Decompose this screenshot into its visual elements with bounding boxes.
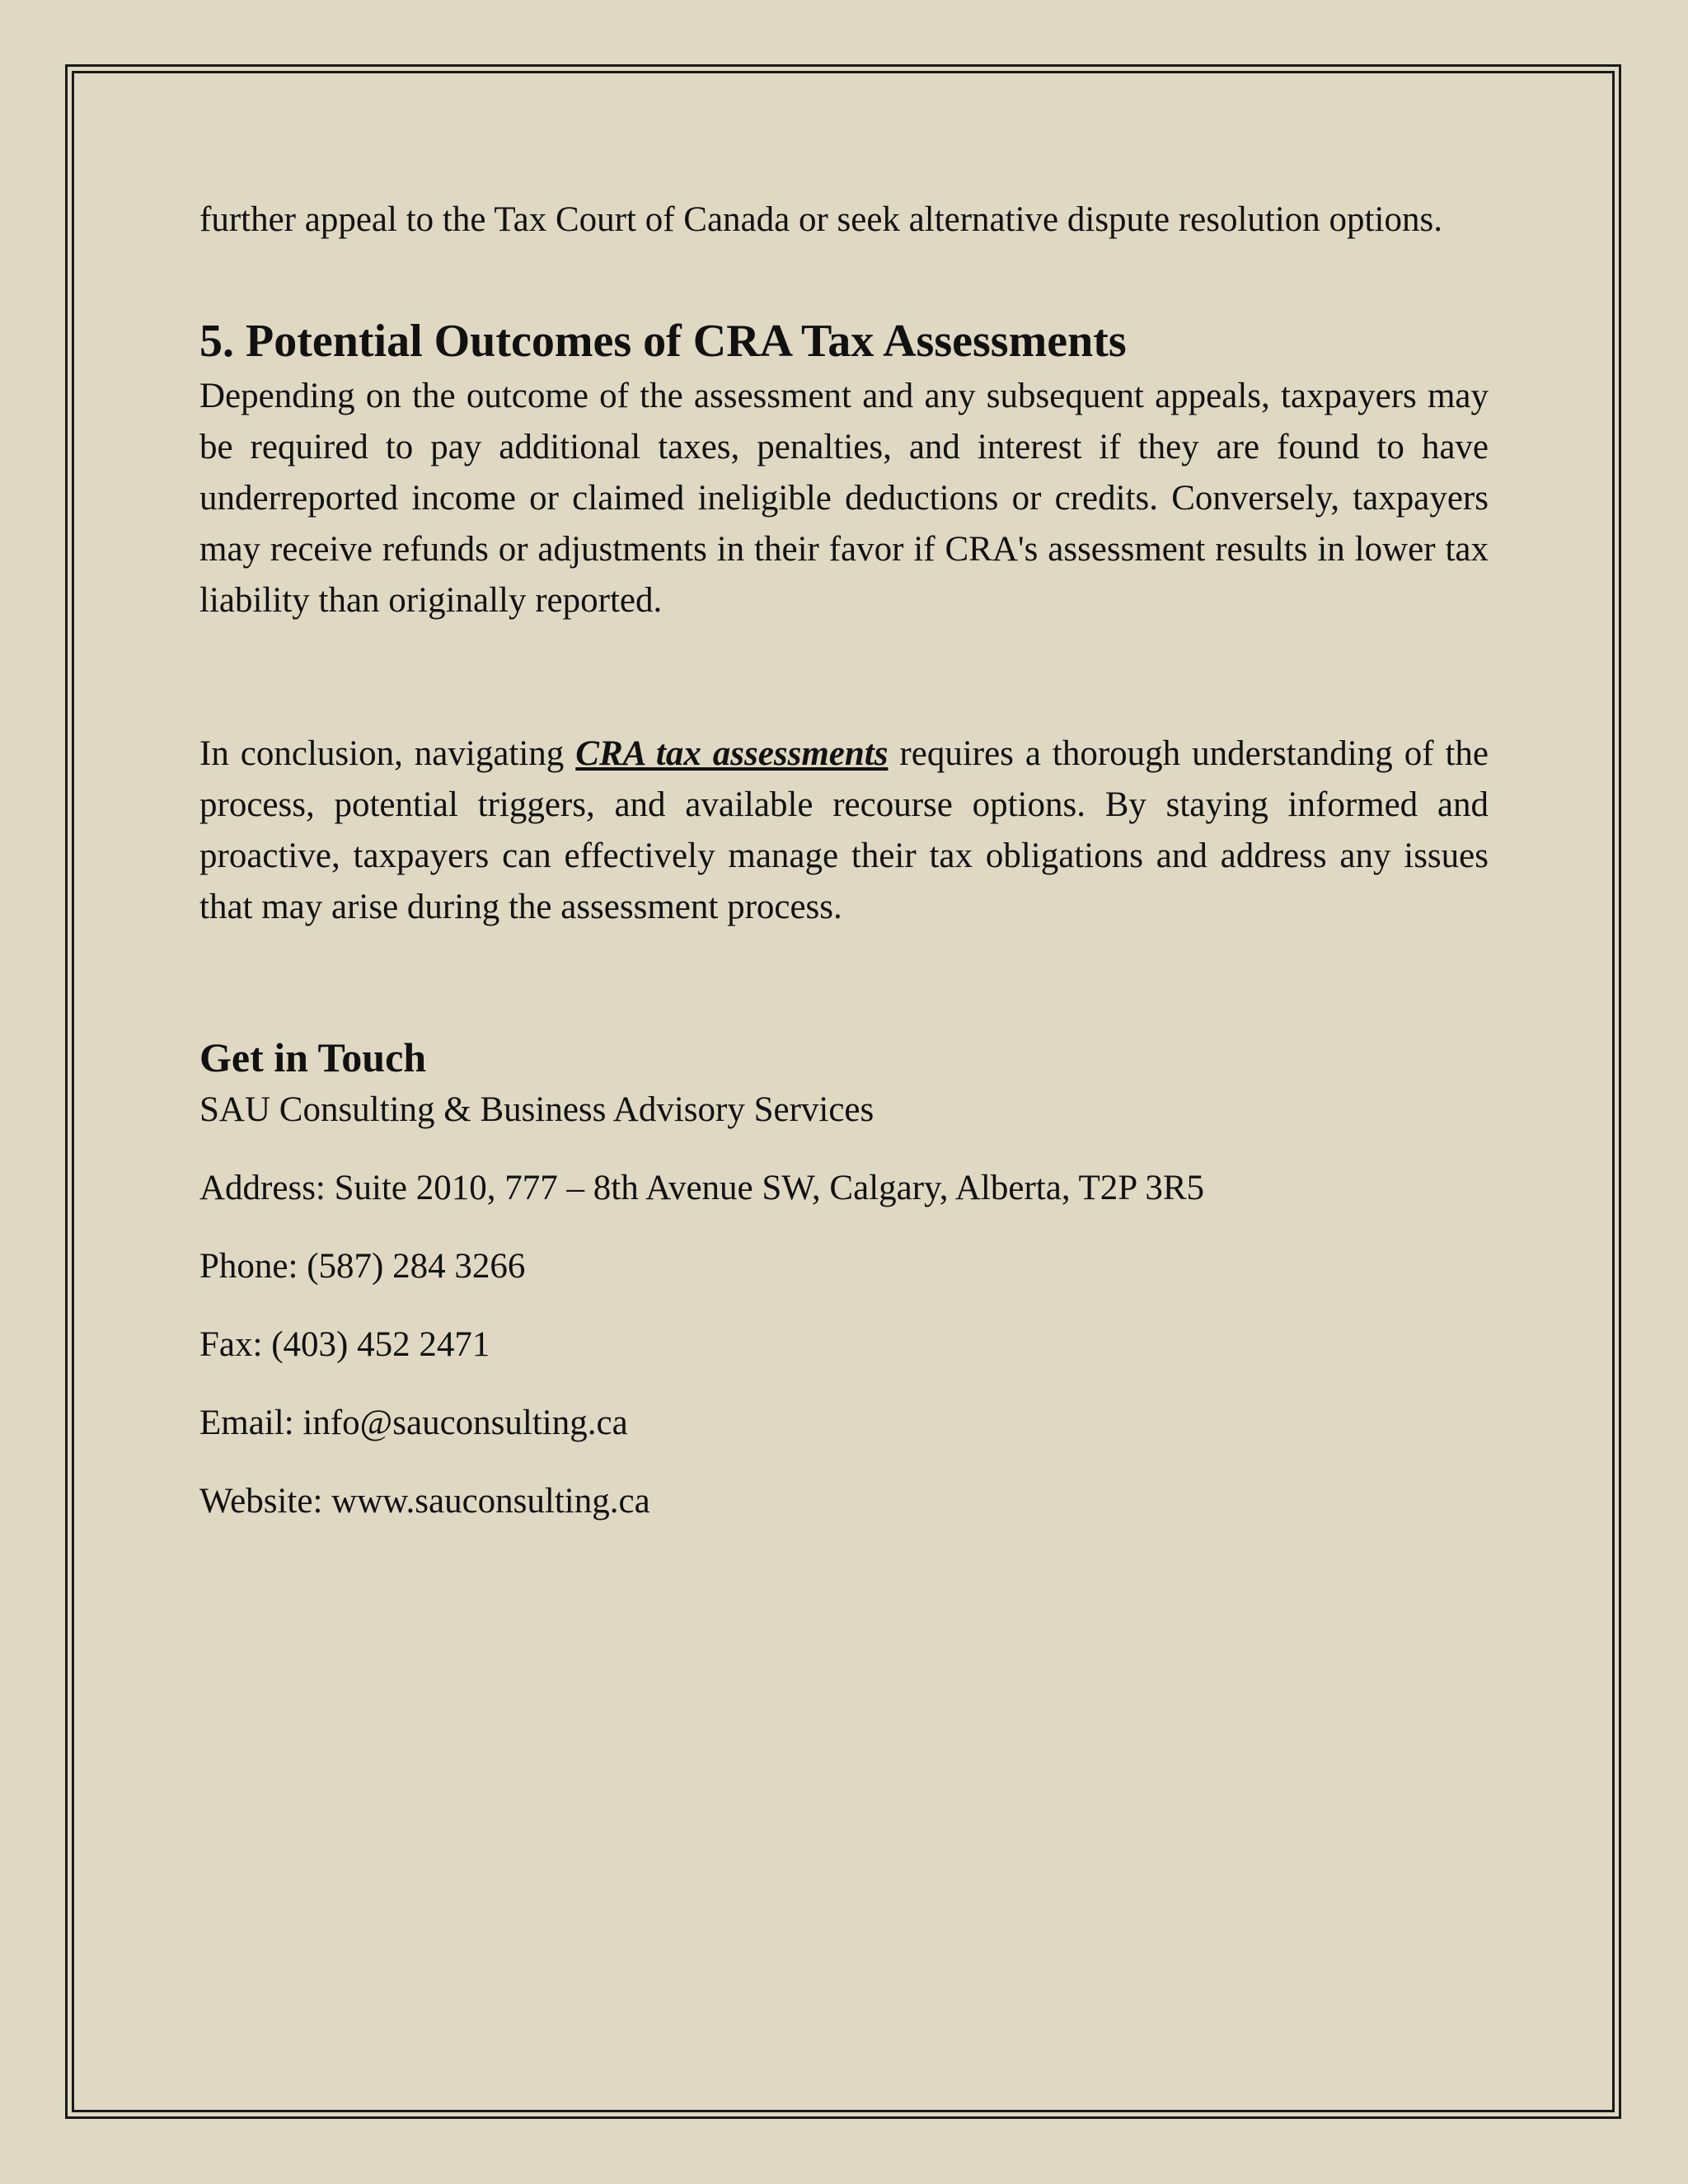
address-line: Address: Suite 2010, 777 – 8th Avenue SW, Calgary, Alberta, T2P 3R5 bbox=[199, 1169, 1205, 1207]
page-content bbox=[199, 194, 1489, 1527]
get-in-touch-heading: Get in Touch bbox=[199, 1034, 427, 1080]
conclusion-text-start: In conclusion, navigating bbox=[199, 734, 576, 773]
conclusion-text-end: requires a thorough understanding of the process, potential triggers, and available recourse options. By staying informed and proactive, taxpayers can effectively manage their tax obligations and address any issues that may arise during the assessment process. bbox=[199, 734, 1489, 926]
fax-line: Fax: (403) 452 2471 bbox=[199, 1325, 490, 1364]
cra-tax-assessments-link[interactable]: CRA tax assessments bbox=[575, 734, 889, 773]
company-name: SAU Consulting & Business Advisory Services bbox=[199, 1090, 874, 1129]
intro-continuation-paragraph: further appeal to the Tax Court of Canada or seek alternative dispute resolution options. bbox=[199, 200, 1442, 239]
conclusion-paragraph bbox=[199, 729, 1489, 933]
website-line: Website: www.sauconsulting.ca bbox=[199, 1482, 650, 1521]
email-line: Email: info@sauconsulting.ca bbox=[199, 1404, 628, 1442]
phone-line: Phone: (587) 284 3266 bbox=[199, 1247, 526, 1286]
section-5-paragraph: Depending on the outcome of the assessment and any subsequent appeals, taxpayers may be required to pay additional taxes, penalties, and interest if they are found to have underreported income or claimed ineligible deductions or credits. Conversely, taxpayers may receive refunds or adjustments in their favor if CRA's assessment results in lower tax liability than originally reported. bbox=[199, 377, 1489, 620]
section-5-heading: 5. Potential Outcomes of CRA Tax Assessments bbox=[199, 316, 1127, 367]
